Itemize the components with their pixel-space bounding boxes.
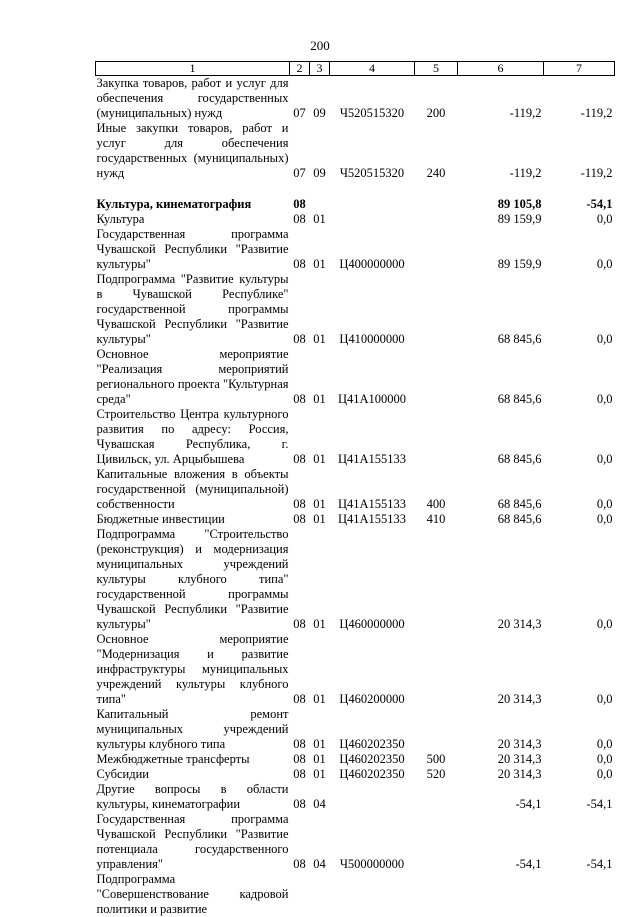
amount-change: -54,1 [515, 797, 542, 811]
amount-change-federal: 0,0 [596, 392, 613, 406]
table-row [96, 512, 615, 527]
subsection-code: 01 [313, 692, 326, 706]
row-name: Капитальный ремонт муниципальных учреждений культуры клубного типа [96, 707, 289, 751]
table-row [96, 872, 615, 917]
target-article-code: Ц41A155133 [337, 452, 407, 466]
spacer-row [96, 181, 615, 197]
subsection-code: 01 [313, 767, 326, 781]
row-name: Строительство Центра культурного развития по адресу: Россия, Чувашская Республика, г. Цивильск, ул. Арцыбышева [96, 407, 289, 466]
amount-change-federal: 0,0 [596, 497, 613, 511]
section-code: 08 [293, 857, 306, 871]
amount-change [458, 872, 544, 917]
row-name: Капитальные вложения в объекты государственной (муниципальной) собственности [96, 467, 289, 511]
target-article-code: Ц410000000 [339, 332, 405, 346]
amount-change-federal: -54,1 [586, 797, 613, 811]
page-number: 200 [310, 38, 330, 53]
row-name: Иные закупки товаров, работ и услуг для обеспечения государственных (муниципальных) нужд [96, 121, 289, 180]
section-code: 08 [293, 392, 306, 406]
target-article-code: Ч500000000 [339, 857, 405, 871]
subsection-code: 01 [313, 332, 326, 346]
table-row [96, 812, 615, 872]
section-code: 08 [293, 752, 306, 766]
amount-change: 20 314,3 [497, 767, 542, 781]
expense-type-code [415, 272, 458, 347]
amount-change-federal: -119,2 [580, 166, 613, 180]
subsection-code: 04 [313, 797, 326, 811]
target-article-code: Ц400000000 [339, 257, 405, 271]
table-row [96, 76, 615, 122]
row-name: Основное мероприятие "Реализация мероприятий регионального проекта "Культурная среда" [96, 347, 289, 406]
row-name: Межбюджетные трансферты [96, 752, 250, 766]
table-row [96, 767, 615, 782]
amount-change-federal: 0,0 [596, 257, 613, 271]
section-code [290, 872, 310, 917]
amount-change-federal: 0,0 [596, 512, 613, 526]
column-header: 3 [310, 62, 330, 76]
table-row [96, 197, 615, 212]
target-article-code: Ц460202350 [339, 752, 405, 766]
row-name: Государственная программа Чувашской Республики "Развитие культуры" [96, 227, 289, 271]
row-name: Культура [96, 212, 145, 226]
amount-change-federal: -119,2 [580, 106, 613, 120]
target-article-code: Ц460000000 [339, 617, 405, 631]
row-name: Закупка товаров, работ и услуг для обеспечения государственных (муниципальных) нужд [96, 76, 289, 120]
section-code: 08 [293, 452, 306, 466]
column-header: 4 [330, 62, 415, 76]
section-code: 08 [293, 497, 306, 511]
amount-change-federal: -54,1 [586, 197, 613, 211]
amount-change-federal: 0,0 [596, 752, 613, 766]
amount-change-federal: -54,1 [586, 857, 613, 871]
target-article-code: Ц460202350 [339, 767, 405, 781]
column-header: 7 [544, 62, 615, 76]
subsection-code [310, 197, 330, 212]
subsection-code: 01 [313, 392, 326, 406]
target-article-code: Ц460200000 [339, 692, 405, 706]
expense-type-code [415, 812, 458, 872]
column-header: 6 [458, 62, 544, 76]
row-name: Подпрограмма "Совершенствование кадровой политики и развитие [96, 872, 289, 916]
amount-change: 20 314,3 [497, 737, 542, 751]
row-name: Подпрограмма "Строительство (реконструкция) и модернизация муниципальных учреждений культуры клубного типа" государственной программы Чувашской Республики "Развитие культуры" [96, 527, 289, 631]
row-name: Государственная программа Чувашской Республики "Развитие потенциала государственного управления" [96, 812, 289, 871]
amount-change: 20 314,3 [497, 752, 542, 766]
row-name: Субсидии [96, 767, 149, 781]
section-code: 08 [293, 737, 306, 751]
amount-change-federal: 0,0 [596, 767, 613, 781]
subsection-code: 04 [313, 857, 326, 871]
section-code: 08 [293, 512, 306, 526]
header-row [96, 62, 615, 76]
expense-type-code [415, 872, 458, 917]
amount-change-federal: 0,0 [596, 332, 613, 346]
amount-change: 89 159,9 [497, 212, 542, 226]
amount-change: -54,1 [515, 857, 542, 871]
section-code: 08 [293, 692, 306, 706]
table-row [96, 272, 615, 347]
expense-type-code: 400 [426, 497, 446, 511]
table-row [96, 121, 615, 181]
target-article-code [330, 212, 415, 227]
amount-change-federal: 0,0 [596, 617, 613, 631]
amount-change: 68 845,6 [497, 332, 542, 346]
expense-type-code [415, 197, 458, 212]
column-header: 5 [415, 62, 458, 76]
amount-change: -119,2 [509, 106, 542, 120]
amount-change: 89 105,8 [497, 197, 542, 211]
target-article-code: Ц41A155133 [337, 497, 407, 511]
amount-change: 20 314,3 [497, 692, 542, 706]
target-article-code: Ч520515320 [339, 106, 405, 120]
subsection-code: 01 [313, 752, 326, 766]
expense-type-code [415, 707, 458, 752]
subsection-code: 01 [313, 617, 326, 631]
section-code: 08 [293, 212, 306, 226]
expense-type-code [415, 227, 458, 272]
subsection-code: 01 [313, 512, 326, 526]
table-row [96, 707, 615, 752]
table-row [96, 782, 615, 812]
subsection-code: 09 [313, 166, 326, 180]
row-name: Другие вопросы в области культуры, кинематографии [96, 782, 289, 811]
section-code: 07 [293, 106, 306, 120]
column-header: 2 [290, 62, 310, 76]
expense-type-code [415, 782, 458, 812]
amount-change-federal: 0,0 [596, 452, 613, 466]
section-code: 08 [293, 767, 306, 781]
expense-type-code: 520 [426, 767, 446, 781]
subsection-code: 09 [313, 106, 326, 120]
amount-change: 89 159,9 [497, 257, 542, 271]
target-article-code: Ч520515320 [339, 166, 405, 180]
section-code: 08 [293, 617, 306, 631]
amount-change: 68 845,6 [497, 512, 542, 526]
row-name: Подпрограмма "Развитие культуры в Чувашской Республике" государственной программы Чувашской Республики "Развитие культуры" [96, 272, 289, 346]
amount-change: -119,2 [509, 166, 542, 180]
target-article-code: Ц460202350 [339, 737, 405, 751]
row-name: Основное мероприятие "Модернизация и развитие инфраструктуры муниципальных учреждений культуры клубного типа" [96, 632, 289, 706]
expense-type-code: 500 [426, 752, 446, 766]
target-article-code [330, 782, 415, 812]
table-row [96, 212, 615, 227]
target-article-code [330, 197, 415, 212]
amount-change: 68 845,6 [497, 452, 542, 466]
expense-type-code: 410 [426, 512, 446, 526]
amount-change-federal: 0,0 [596, 692, 613, 706]
subsection-code: 01 [313, 212, 326, 226]
amount-change-federal: 0,0 [596, 737, 613, 751]
expense-type-code [415, 347, 458, 407]
section-code: 08 [293, 797, 306, 811]
table-row [96, 227, 615, 272]
table-row [96, 527, 615, 632]
expense-type-code [415, 632, 458, 707]
section-code: 08 [293, 332, 306, 346]
section-code: 07 [293, 166, 306, 180]
table-row [96, 467, 615, 512]
table-row [96, 347, 615, 407]
budget-table [95, 61, 615, 917]
expense-type-code [415, 407, 458, 467]
target-article-code: Ц41A155133 [337, 512, 407, 526]
section-code: 08 [293, 197, 306, 211]
table-row [96, 752, 615, 767]
row-name: Культура, кинематография [96, 197, 252, 211]
expense-type-code [415, 527, 458, 632]
amount-change: 68 845,6 [497, 497, 542, 511]
table-row [96, 632, 615, 707]
row-name: Бюджетные инвестиции [96, 512, 225, 526]
subsection-code: 01 [313, 257, 326, 271]
expense-type-code: 240 [426, 166, 446, 180]
subsection-code [310, 872, 330, 917]
amount-change: 68 845,6 [497, 392, 542, 406]
target-article-code: Ц41A100000 [337, 392, 407, 406]
subsection-code: 01 [313, 452, 326, 466]
expense-type-code: 200 [426, 106, 446, 120]
subsection-code: 01 [313, 737, 326, 751]
amount-change: 20 314,3 [497, 617, 542, 631]
expense-type-code [415, 212, 458, 227]
amount-change-federal [544, 872, 615, 917]
subsection-code: 01 [313, 497, 326, 511]
target-article-code [330, 872, 415, 917]
table-row [96, 407, 615, 467]
column-header: 1 [96, 62, 290, 76]
section-code: 08 [293, 257, 306, 271]
amount-change-federal: 0,0 [596, 212, 613, 226]
